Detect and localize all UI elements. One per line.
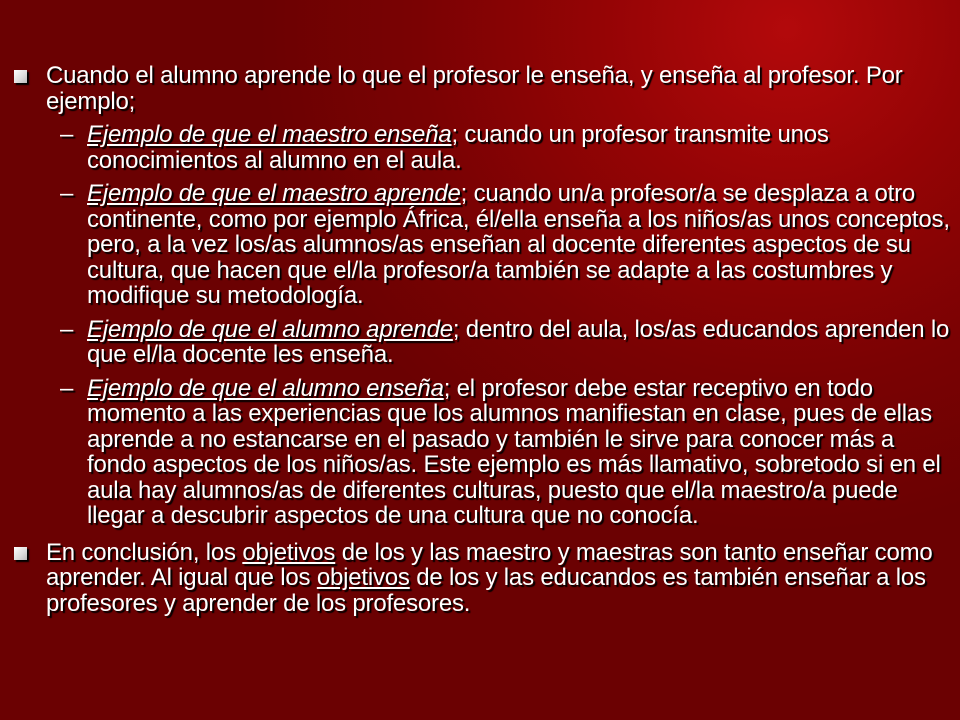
dash-marker: –	[60, 315, 74, 343]
dash-marker: –	[60, 374, 74, 402]
square-bullet-icon	[14, 70, 27, 83]
dash-marker: –	[60, 121, 74, 148]
sub-item-text: ; dentro del aula, los/as educandos aprenden lo que el/la docente les enseña.	[87, 315, 950, 368]
objetivos-link-1[interactable]: objetivos	[242, 538, 336, 566]
sub-item-text: ; cuando un profesor transmite unos conocimientos al alumno en el aula.	[87, 121, 829, 174]
bullet-item-1	[14, 63, 954, 114]
sub-item-text: ; cuando un/a profesor/a se desplaza a otro continente, como por ejemplo África, él/ella enseña a los niños/as unos conceptos, pero, a la vez los/as alumnos/as enseñan al docente diferentes aspectos de su cultura, que hacen que el/la profesor/a también se adapte a las costumbres y modifique su metodología.	[87, 180, 950, 309]
sub-item-title: Ejemplo de que el alumno enseña	[87, 374, 444, 402]
sub-item-title: Ejemplo de que el maestro enseña	[87, 121, 452, 148]
conclusion-text-3: de los y las educandos es también enseñar a los profesores y aprender de los profesores.	[46, 564, 926, 617]
objetivos-link-2[interactable]: objetivos	[316, 564, 410, 591]
sub-item-3	[14, 317, 954, 368]
slide-body	[14, 63, 954, 616]
square-bullet-icon	[14, 547, 27, 560]
sub-item-title: Ejemplo de que el maestro aprende	[87, 180, 461, 207]
sub-item-4	[14, 376, 954, 529]
sub-item-2	[14, 181, 954, 309]
sub-item-1	[14, 122, 954, 173]
bullet-item-1-text: Cuando el alumno aprende lo que el profesor le enseña, y enseña al profesor. Por ejemplo;	[46, 62, 903, 115]
conclusion-text-2: de los y las maestro y maestras son tanto enseñar como aprender. Al igual que los	[46, 538, 933, 591]
dash-marker: –	[60, 180, 74, 207]
sub-item-text: ; el profesor debe estar receptivo en todo momento a las experiencias que los alumnos manifiestan en clase, pues de ellas aprende a no estancarse en el pasado y también le sirve para conocer más a fondo aspectos de los niños/as. Este ejemplo es más llamativo, sobretodo si en el aula hay alumnos/as de diferentes culturas, puesto que el/la maestro/a puede llegar a descubrir aspectos de una cultura que no conocía.	[87, 374, 941, 529]
bullet-item-2	[14, 540, 954, 617]
sub-item-title: Ejemplo de que el alumno aprende	[87, 315, 453, 343]
conclusion-text-1: En conclusión, los	[46, 538, 243, 566]
